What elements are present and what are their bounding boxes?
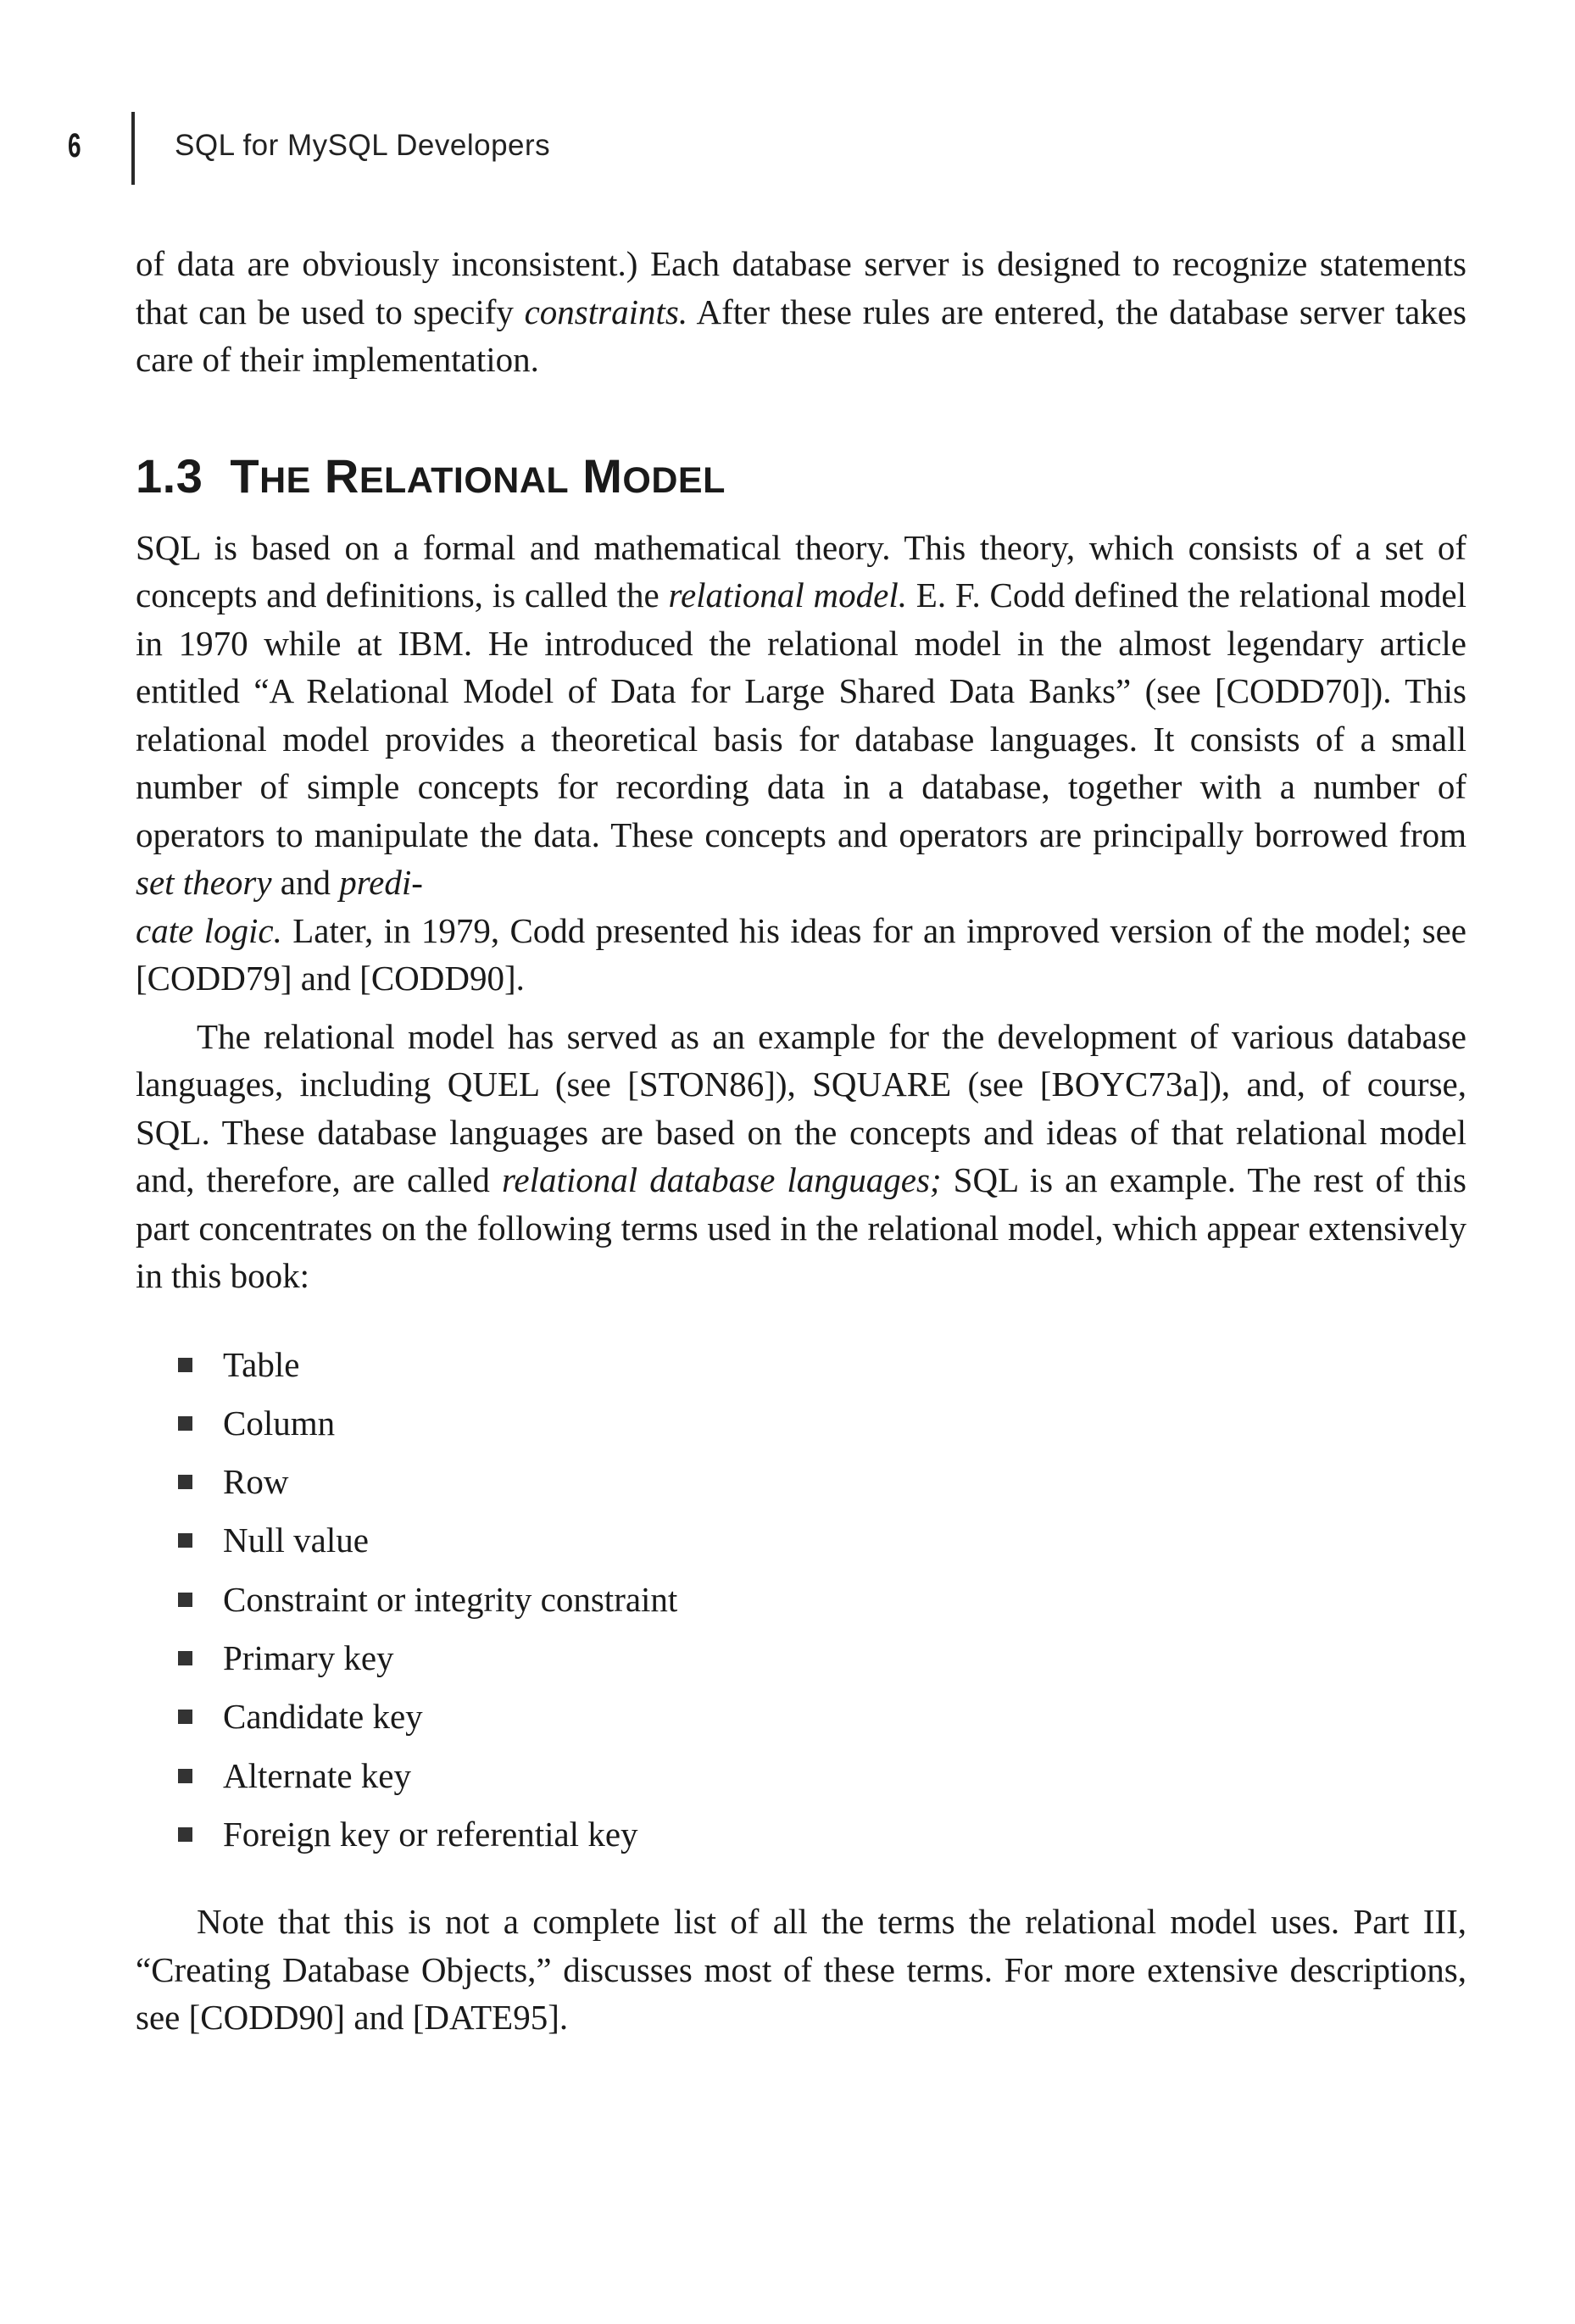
square-bullet-icon — [178, 1710, 192, 1724]
page-number: 6 — [68, 127, 81, 164]
emphasis-predicate-logic-b: cate logic. — [136, 910, 282, 950]
list-item: Foreign key or referential key — [178, 1805, 1466, 1864]
paragraph-relational-model: SQL is based on a formal and mathematical theory. This theory, which consists of a set of concepts and definitions, is called the relational model. E. F. Codd defined the relational model in 1970 while at IBM. He introduced the relational model in the almost legendary article entitled “A Relational Model of Data for Large Shared Data Banks” (see [CODD70]). This relational model provides a theoretical basis for database languages. It consists of a small number of simple concepts for recording data in a database, together with a number of operators to manipulate the data. These concepts and operators are principally borrowed from set theory and predi- cate logic. Later, in 1979, Codd presented his ideas for an improved version of the model; see [CODD79] and [CODD90]. — [136, 527, 1466, 998]
emphasis-relational-model: relational model. — [668, 575, 907, 614]
closing-paragraph: Note that this is not a complete list of all the terms the relational model uses. Part III, “Creating Database Objects,” discusses most of these terms. For more extensive descriptions, see [CODD90] and [DATE95]. — [136, 1902, 1466, 2038]
emphasis-set-theory: set theory — [136, 863, 272, 902]
page-body — [136, 240, 1466, 2042]
square-bullet-icon — [178, 1358, 192, 1372]
list-item: Constraint or integrity constraint — [178, 1571, 1466, 1629]
header-divider — [131, 112, 135, 185]
square-bullet-icon — [178, 1475, 192, 1489]
list-item: Table — [178, 1336, 1466, 1394]
square-bullet-icon — [178, 1769, 192, 1783]
square-bullet-icon — [178, 1533, 192, 1548]
list-item: Primary key — [178, 1629, 1466, 1687]
list-item: Candidate key — [178, 1687, 1466, 1746]
running-head — [0, 0, 1575, 195]
section-number: 1.3 — [136, 448, 203, 503]
list-item: Null value — [178, 1511, 1466, 1570]
list-item: Row — [178, 1453, 1466, 1511]
terms-list — [136, 1336, 1466, 1865]
square-bullet-icon — [178, 1651, 192, 1665]
list-item: Alternate key — [178, 1747, 1466, 1805]
book-title: SQL for MySQL Developers — [175, 129, 551, 162]
square-bullet-icon — [178, 1593, 192, 1607]
square-bullet-icon — [178, 1827, 192, 1842]
square-bullet-icon — [178, 1416, 192, 1431]
section-heading — [136, 447, 1466, 510]
intro-paragraph: of data are obviously inconsistent.) Each database server is designed to recognize statements that can be used to specify constraints. After these rules are entered, the database server takes care of their implementation. — [136, 244, 1466, 379]
list-item: Column — [178, 1394, 1466, 1453]
section-title: THE RELATIONAL MODEL — [230, 448, 726, 503]
paragraph-database-languages: The relational model has served as an example for the development of various database languages, including QUEL (see [STON86]), SQUARE (see [BOYC73a]), and, of course, SQL. These database languages are based on the concepts and ideas of that relational model and, therefore, are called relational database languages; SQL is an example. The rest of this part concentrates on the following terms used in the relational model, which appear extensively in this book: — [136, 1016, 1466, 1295]
emphasis-relational-database-languages: relational database languages; — [501, 1160, 942, 1199]
emphasis-predicate-logic-a: predi- — [339, 863, 423, 902]
emphasis-constraints: constraints. — [524, 292, 688, 331]
